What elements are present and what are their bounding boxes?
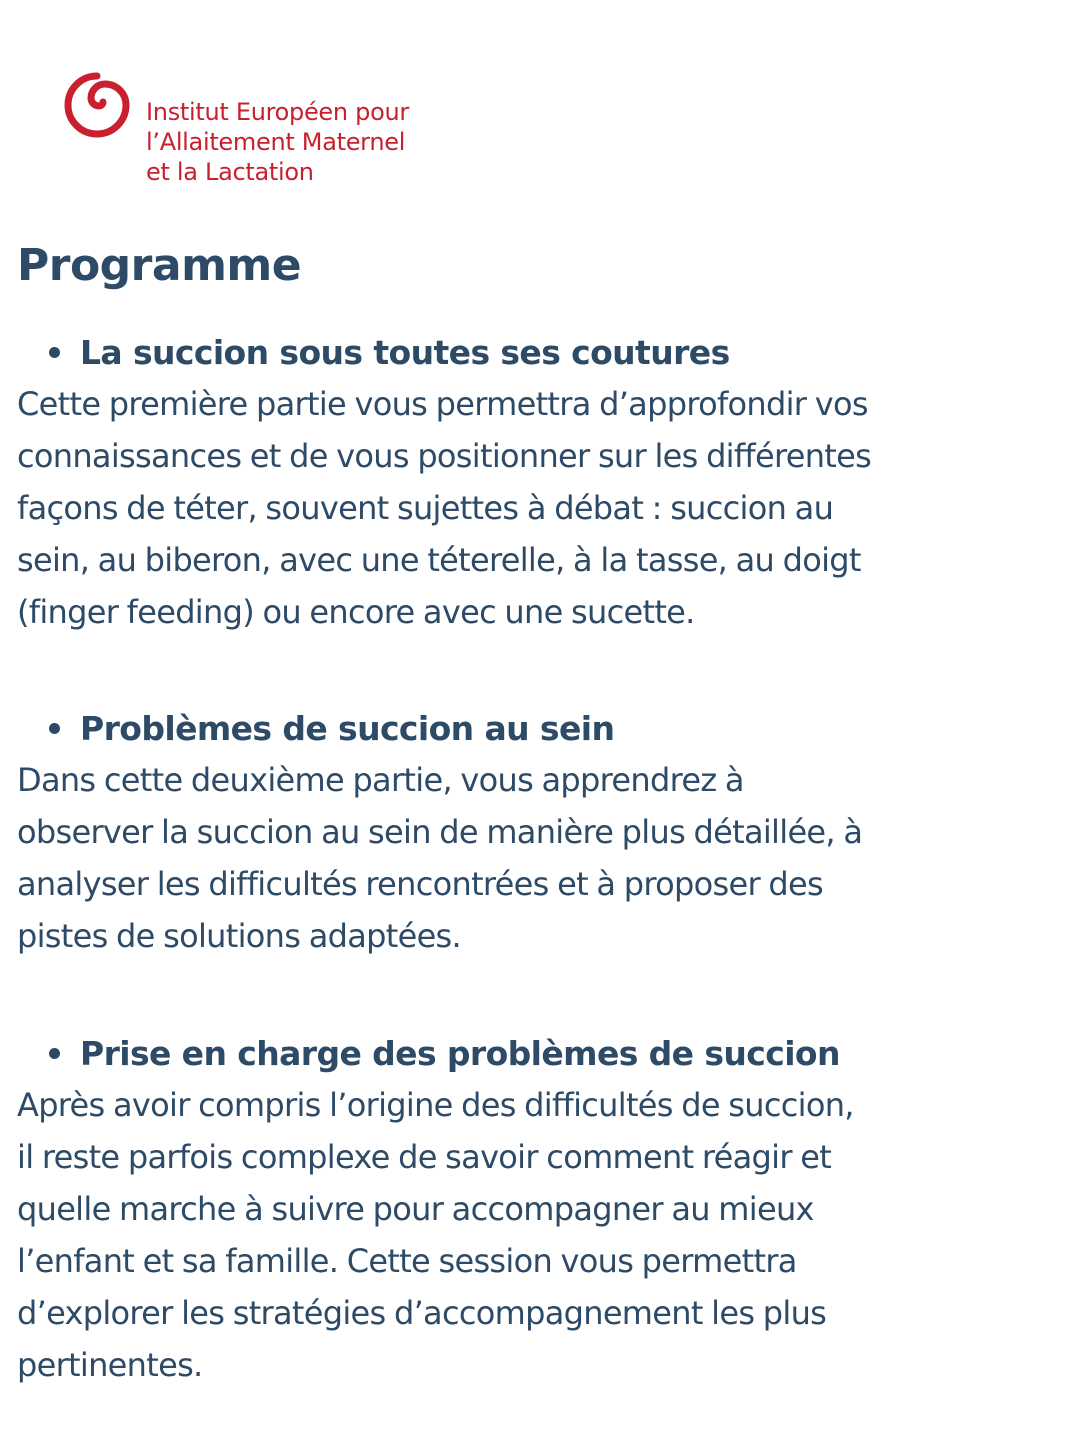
section-heading-label: La succion sous toutes ses coutures [80, 332, 730, 372]
logo-wordmark [146, 97, 409, 187]
bullet-icon [49, 1048, 60, 1059]
text-line: observer la succion au sein de manière plus détaillée, à [17, 813, 863, 851]
text-line: façons de téter, souvent sujettes à débat : succion au [17, 489, 834, 527]
section-description [17, 1079, 1067, 1391]
section-problemes-succion-sein [17, 702, 1067, 962]
section-prise-en-charge [17, 1027, 1067, 1391]
text-line: d’explorer les stratégies d’accompagnement les plus [17, 1294, 827, 1332]
text-line: (finger feeding) ou encore avec une sucette. [17, 593, 695, 631]
text-line: l’enfant et sa famille. Cette session vous permettra [17, 1242, 797, 1280]
text-line: analyser les difficultés rencontrées et à proposer des [17, 865, 823, 903]
section-heading-label: Problèmes de succion au sein [80, 708, 615, 748]
section-description [17, 754, 1067, 962]
section-succion-coutures [17, 326, 1067, 638]
text-line: pertinentes. [17, 1346, 203, 1384]
text-line: quelle marche à suivre pour accompagner au mieux [17, 1190, 814, 1228]
bullet-icon [49, 723, 60, 734]
text-line: il reste parfois complexe de savoir comment réagir et [17, 1138, 832, 1176]
text-line: Dans cette deuxième partie, vous apprendrez à [17, 761, 744, 799]
text-line: Cette première partie vous permettra d’approfondir vos [17, 385, 868, 423]
section-heading [17, 326, 1067, 378]
text-line: Après avoir compris l’origine des difficultés de succion, [17, 1086, 854, 1124]
logo-line: Institut Européen pour [146, 98, 409, 126]
logo-line: et la Lactation [146, 158, 314, 186]
institute-logo [62, 70, 409, 187]
text-line: pistes de solutions adaptées. [17, 917, 461, 955]
logo-line: l’Allaitement Maternel [146, 128, 406, 156]
text-line: connaissances et de vous positionner sur les différentes [17, 437, 872, 475]
section-heading-label: Prise en charge des problèmes de succion [80, 1033, 840, 1073]
spiral-logo-icon [62, 70, 132, 140]
section-heading [17, 1027, 1067, 1079]
page-title: Programme [17, 240, 302, 291]
section-description [17, 378, 1067, 638]
section-heading [17, 702, 1067, 754]
text-line: sein, au biberon, avec une téterelle, à la tasse, au doigt [17, 541, 861, 579]
bullet-icon [49, 347, 60, 358]
